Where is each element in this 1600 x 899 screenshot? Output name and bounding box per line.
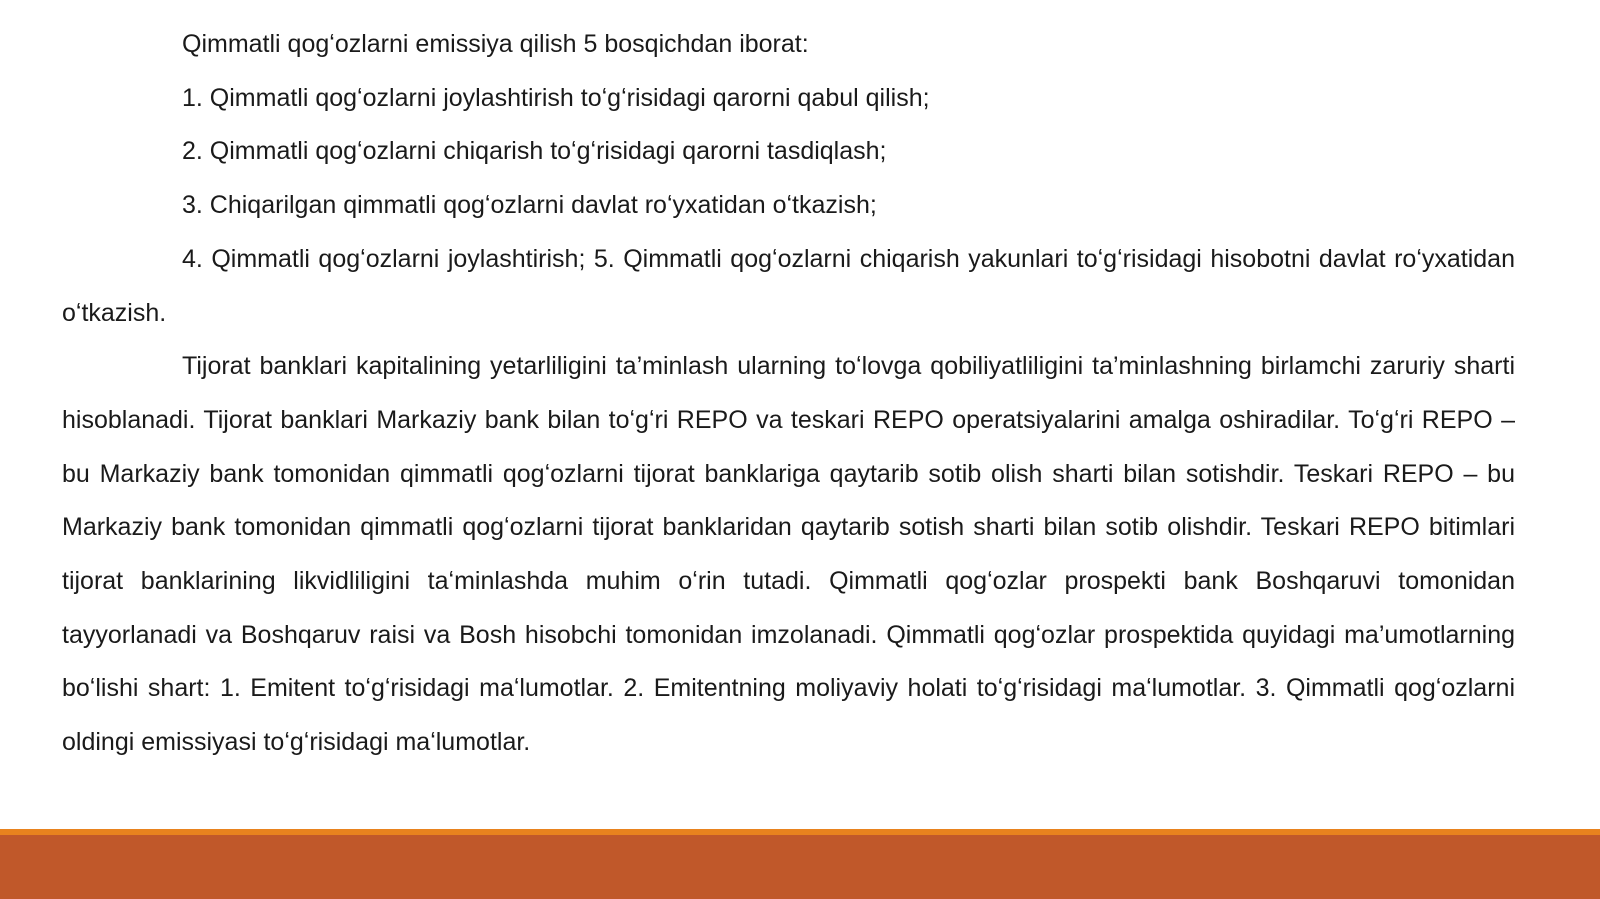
- body-paragraph: Tijorat banklari kapitalining yetarliligini ta’minlash ularning toʻlovga qobiliyatliligini ta’minlashning birlamchi zaruriy sharti hisoblanadi. Tijorat banklari Markaziy bank bilan toʻgʻri REPO va teskari REPO operatsiyalarini amalga oshiradilar. Toʻgʻri REPO – bu Markaziy bank tomonidan qimmatli qogʻozlarni tijorat banklariga qaytarib sotib olish sharti bilan sotishdir. Teskari REPO – bu Markaziy bank tomonidan qimmatli qogʻozlarni tijorat banklaridan qaytarib sotish sharti bilan sotib olishdir. Teskari REPO bitimlari tijorat banklarining likvidliligini taʻminlashda muhim oʻrin tutadi. Qimmatli qogʻozlar prospekti bank Boshqaruvi tomonidan tayyorlanadi va Boshqaruv raisi va Bosh hisobchi tomonidan imzolanadi. Qimmatli qogʻozlar prospektida quyidagi ma’umotlarning boʻlishi shart: 1. Emitent toʻgʻrisidagi maʻlumotlar. 2. Emitentning moliyaviy holati toʻgʻrisidagi maʻlumotlar. 3. Qimmatli qogʻozlarni oldingi emissiyasi toʻgʻrisidagi maʻlumotlar.: [62, 352, 1515, 757]
- list-item: 2. Qimmatli qogʻozlarni chiqarish toʻgʻrisidagi qarorni tasdiqlash;: [182, 137, 887, 166]
- list-item: 3. Chiqarilgan qimmatli qogʻozlarni davlat roʻyxatidan oʻtkazish;: [182, 191, 877, 220]
- list-item: 4. Qimmatli qogʻozlarni joylashtirish; 5. Qimmatli qogʻozlarni chiqarish yakunlari toʻgʻrisidagi hisobotni davlat roʻyxatidan oʻtkazish.: [62, 244, 1515, 327]
- list-item: 1. Qimmatli qogʻozlarni joylashtirish toʻgʻrisidagi qarorni qabul qilish;: [182, 83, 930, 112]
- footer-bar: [0, 835, 1600, 899]
- slide-text-body: [62, 18, 1515, 770]
- intro-paragraph: Qimmatli qogʻozlarni emissiya qilish 5 bosqichdan iborat:: [182, 30, 809, 58]
